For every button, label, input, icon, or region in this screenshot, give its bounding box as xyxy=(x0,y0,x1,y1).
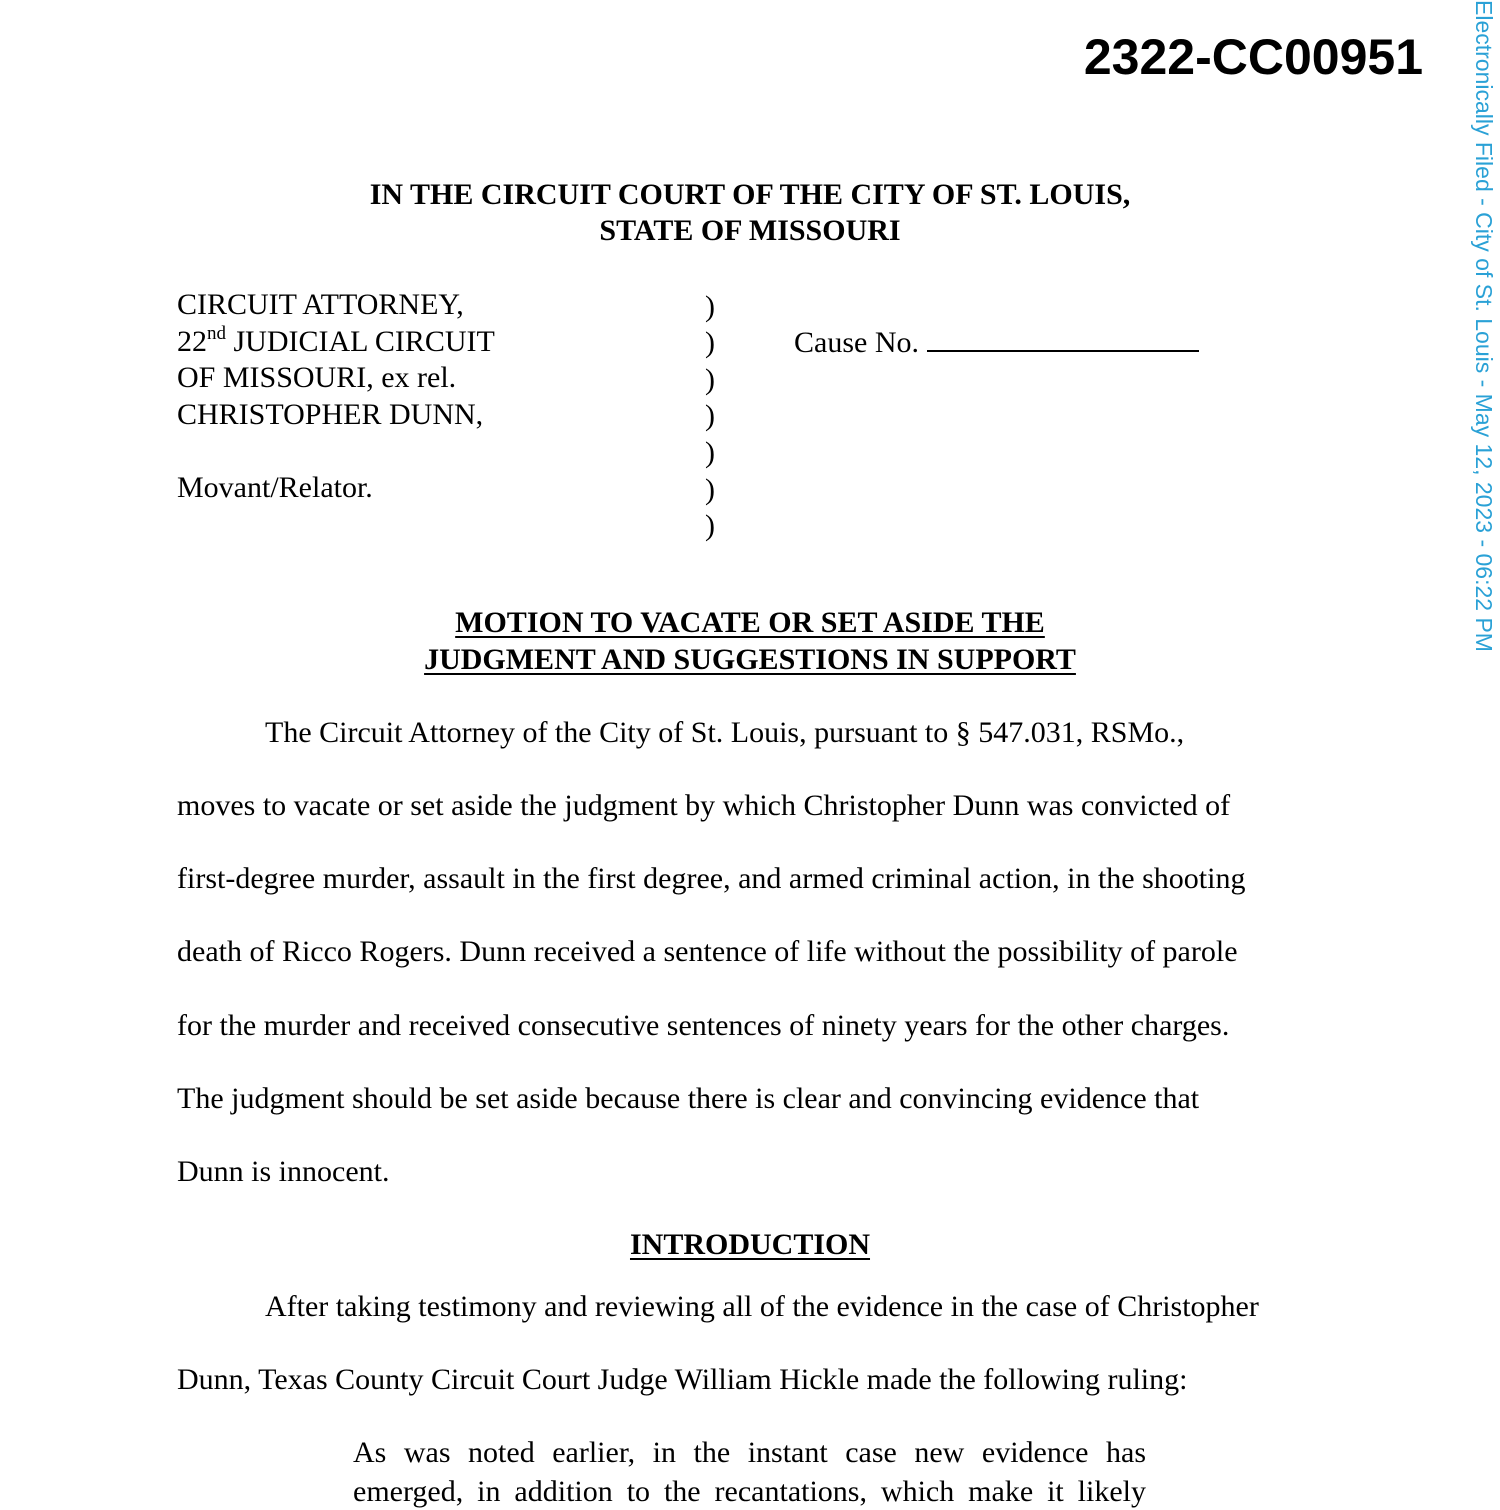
paragraph-line: Dunn, Texas County Circuit Court Judge William Hickle made the following ruling: xyxy=(177,1363,1188,1396)
caption-paren: ) xyxy=(705,363,715,396)
paragraph-line: first-degree murder, assault in the first degree, and armed criminal action, in the shooting xyxy=(177,862,1246,895)
section-heading-text: INTRODUCTION xyxy=(629,1228,871,1261)
caption-party-line3: OF MISSOURI, ex rel. xyxy=(177,361,457,394)
court-heading xyxy=(0,177,1500,249)
ordinal-suffix: nd xyxy=(207,323,226,344)
caption-party-line2 xyxy=(177,324,495,360)
paragraph-line: The judgment should be set aside because there is clear and convincing evidence that xyxy=(177,1082,1200,1115)
caption-party-line4: CHRISTOPHER DUNN, xyxy=(177,398,484,431)
electronic-filing-stamp: Electronically Filed - City of St. Louis - May 12, 2023 - 06:22 PM xyxy=(1471,0,1497,652)
section-heading xyxy=(0,1227,1500,1263)
caption-party-line2-text: JUDICIAL CIRCUIT xyxy=(226,325,495,358)
court-heading-line1: IN THE CIRCUIT COURT OF THE CITY OF ST. LOUIS, xyxy=(369,178,1131,211)
court-heading-line2: STATE OF MISSOURI xyxy=(599,214,901,247)
motion-title-line1: MOTION TO VACATE OR SET ASIDE THE xyxy=(455,606,1045,639)
caption-paren: ) xyxy=(705,290,715,323)
paragraph-line: for the murder and received consecutive sentences of ninety years for the other charges. xyxy=(177,1009,1230,1042)
case-number: 2322-CC00951 xyxy=(1083,29,1423,85)
ordinal-number: 22 xyxy=(177,325,207,358)
paragraph-line: The Circuit Attorney of the City of St. Louis, pursuant to § 547.031, RSMo., xyxy=(265,716,1185,749)
paragraph-line: death of Ricco Rogers. Dunn received a sentence of life without the possibility of parole xyxy=(177,935,1238,968)
block-quote-line: emerged, in addition to the recantations, which make it likely xyxy=(353,1475,1146,1508)
motion-title xyxy=(0,604,1500,678)
caption-paren: ) xyxy=(705,509,715,542)
caption-party-line1: CIRCUIT ATTORNEY, xyxy=(177,288,464,321)
paragraph-line: Dunn is innocent. xyxy=(177,1155,390,1188)
caption-paren: ) xyxy=(705,326,715,359)
caption-role: Movant/Relator. xyxy=(177,471,373,504)
paragraph-line: moves to vacate or set aside the judgment by which Christopher Dunn was convicted of xyxy=(177,789,1231,822)
caption-paren: ) xyxy=(705,436,715,469)
cause-number-label: Cause No. xyxy=(794,326,919,359)
motion-title-line2: JUDGMENT AND SUGGESTIONS IN SUPPORT xyxy=(424,643,1076,676)
cause-number-blank xyxy=(927,324,1199,352)
caption-paren: ) xyxy=(705,473,715,506)
paragraph-line: After taking testimony and reviewing all of the evidence in the case of Christopher xyxy=(265,1290,1259,1323)
caption-paren: ) xyxy=(705,399,715,432)
cause-number xyxy=(794,324,1199,361)
block-quote-line: As was noted earlier, in the instant case new evidence has xyxy=(353,1436,1146,1469)
